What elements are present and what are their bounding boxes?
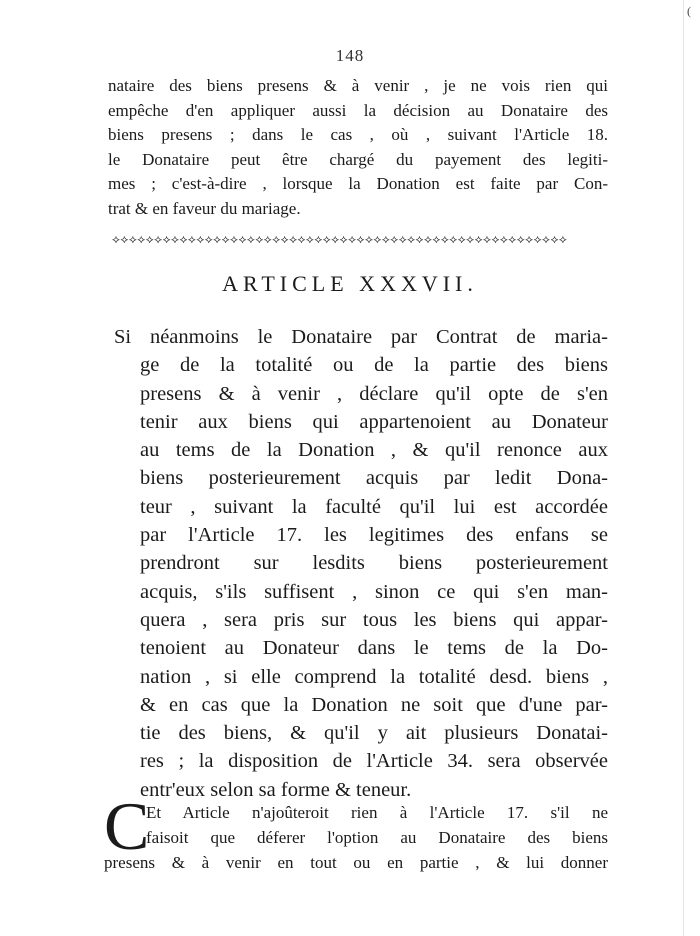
text-line: biens posterieurement acquis par ledit Dona- <box>140 467 608 490</box>
previous-article-commentary <box>108 74 608 221</box>
text-line: tenir aux biens qui appartenoient au Donateur <box>140 410 608 433</box>
text-line: entr'eux selon sa forme & teneur. <box>140 778 412 801</box>
text-line: Si néanmoins le Donataire par Contrat de maria- <box>114 326 608 348</box>
text-line: Et Article n'ajoûteroit rien à l'Article 17. s'il ne <box>146 803 608 822</box>
text-line: tenoient au Donateur dans le tems de la Do- <box>140 637 608 660</box>
text-line: quera , sera pris sur tous les biens qui appar- <box>140 608 608 631</box>
text-line: presens & à venir , déclare qu'il opte de s'en <box>140 382 608 405</box>
text-line: au tems de la Donation , & qu'il renonce aux <box>140 439 608 462</box>
text-line: trat & en faveur du mariage. <box>108 198 301 218</box>
article-text <box>114 323 608 804</box>
edge-mark-glyph: ( <box>687 4 691 18</box>
text-line: & en cas que la Donation ne soit que d'une par- <box>140 693 608 716</box>
text-line: biens presens ; dans le cas , où , suivant l'Article 18. <box>108 125 608 144</box>
text-line: teur , suivant la faculté qu'il lui est accordée <box>140 495 608 518</box>
text-line: faisoit que déferer l'option au Donataire des biens <box>146 828 608 847</box>
text-line: presens & à venir en tout ou en partie , & lui donner <box>104 853 608 872</box>
drop-cap: C <box>104 788 150 864</box>
text-line: acquis, s'ils suffisent , sinon ce qui s'en man- <box>140 580 608 603</box>
text-line: tie des biens, & qu'il y ait plusieurs Donatai- <box>140 722 608 745</box>
page-number: 148 <box>335 46 365 65</box>
text-line: nation , si elle comprend la totalité desd. biens , <box>140 665 608 688</box>
text-line: res ; la disposition de l'Article 34. sera observée <box>140 750 608 773</box>
decorative-ornament-rule: ⟡⟡⟡⟡⟡⟡⟡⟡⟡⟡⟡⟡⟡⟡⟡⟡⟡⟡⟡⟡⟡⟡⟡⟡⟡⟡⟡⟡⟡⟡⟡⟡⟡⟡⟡⟡⟡⟡⟡⟡⟡⟡⟡⟡⟡⟡⟡⟡⟡⟡⟡⟡⟡⟡ <box>112 232 568 246</box>
text-line: mes ; c'est-à-dire , lorsque la Donation est faite par Con- <box>108 174 608 193</box>
article-heading: ARTICLE XXXVII. <box>222 271 478 296</box>
text-line: empêche d'en appliquer aussi la décision au Donataire des <box>108 100 608 120</box>
text-line: prendront sur lesdits biens posterieurement <box>140 552 608 575</box>
text-line: nataire des biens presens & à venir , je ne vois rien qui <box>108 76 608 95</box>
text-line: par l'Article 17. les legitimes des enfans se <box>140 524 608 547</box>
text-line: ge de la totalité ou de la partie des biens <box>140 354 608 377</box>
text-line: le Donataire peut être chargé du payement des legiti- <box>108 149 608 169</box>
page-edge <box>683 0 698 936</box>
